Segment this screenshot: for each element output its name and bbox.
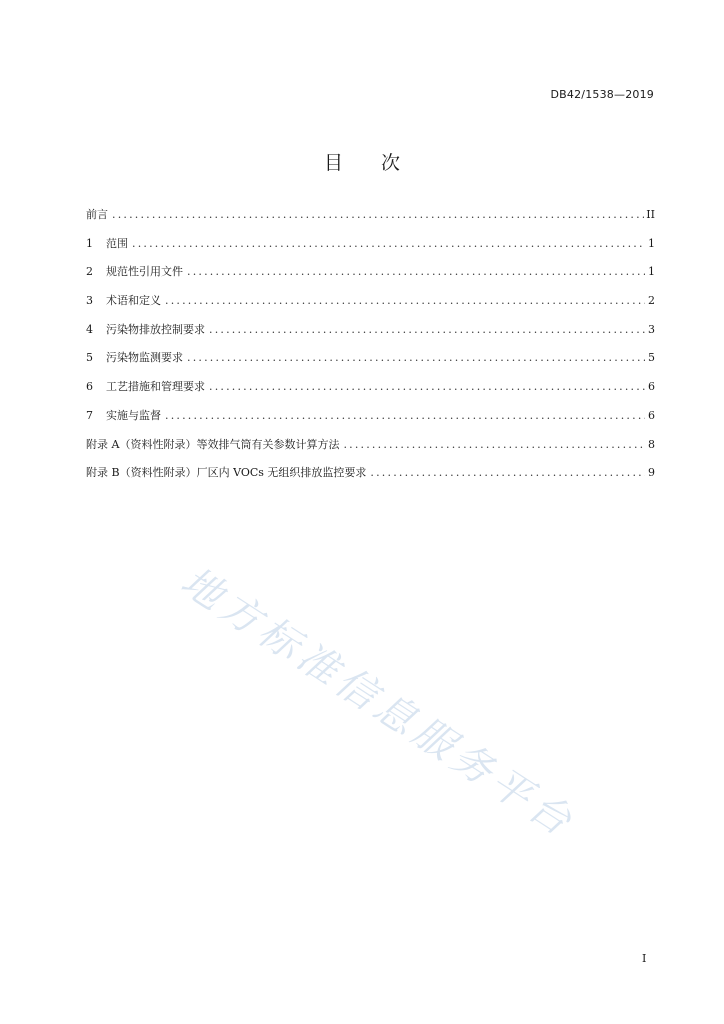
- toc-entry-label: 污染物监测要求: [106, 351, 183, 365]
- toc-entry-page: 8: [648, 437, 655, 451]
- toc-leader-dots: [112, 208, 644, 221]
- toc-entry-number: 6: [86, 380, 93, 394]
- toc-entry-number: 4: [86, 322, 93, 336]
- toc-entry-number: 3: [86, 294, 93, 308]
- toc-entry-label: 污染物排放控制要求: [106, 322, 205, 336]
- toc-leader-dots: [165, 294, 645, 307]
- toc-entry-label: 范围: [106, 236, 128, 250]
- toc-entry-label: 实施与监督: [106, 408, 161, 422]
- toc-entry-label: 规范性引用文件: [106, 265, 183, 279]
- toc-entry-implementation[interactable]: [86, 407, 655, 436]
- toc-entry-foreword[interactable]: [86, 206, 655, 235]
- toc-entry-scope[interactable]: [86, 235, 655, 264]
- toc-entry-label: 工艺措施和管理要求: [106, 380, 205, 394]
- toc-leader-dots: [132, 237, 645, 250]
- toc-entry-page: 5: [648, 351, 655, 365]
- toc-entry-page: 9: [648, 466, 655, 480]
- toc-entry-page: 1: [648, 265, 655, 279]
- toc-entry-number: 5: [86, 351, 93, 365]
- toc-entry-appendix-a[interactable]: [86, 436, 655, 465]
- toc-entry-appendix-b[interactable]: [86, 464, 655, 493]
- toc-entry-label: 前言: [86, 208, 108, 221]
- table-of-contents: [86, 206, 655, 493]
- toc-entry-number: 7: [86, 408, 93, 422]
- toc-leader-dots: [187, 351, 645, 364]
- toc-entry-page: 3: [648, 322, 655, 336]
- toc-entry-process-management[interactable]: [86, 378, 655, 407]
- toc-leader-dots: [370, 466, 645, 479]
- page-number: I: [642, 952, 647, 965]
- toc-entry-page: 1: [648, 236, 655, 250]
- watermark-text: 地方标准信息服务平台: [172, 558, 584, 848]
- toc-entry-page: 6: [648, 380, 655, 394]
- toc-entry-normative-references[interactable]: [86, 263, 655, 292]
- toc-entry-page: 6: [648, 408, 655, 422]
- toc-leader-dots: [343, 438, 645, 451]
- toc-leader-dots: [209, 380, 645, 393]
- toc-leader-dots: [165, 409, 645, 422]
- toc-leader-dots: [209, 323, 645, 336]
- document-code: DB42/1538—2019: [550, 88, 654, 101]
- toc-title: 目 次: [323, 152, 417, 174]
- toc-entry-terms-definitions[interactable]: [86, 292, 655, 321]
- toc-entry-page: 2: [648, 294, 655, 308]
- toc-entry-label: 附录 A（资料性附录）等效排气筒有关参数计算方法: [86, 437, 340, 451]
- toc-leader-dots: [187, 265, 645, 278]
- toc-entry-number: 2: [86, 265, 93, 279]
- toc-entry-emission-control[interactable]: [86, 321, 655, 350]
- toc-entry-label: 附录 B（资料性附录）厂区内 VOCs 无组织排放监控要求: [86, 466, 367, 480]
- toc-entry-label: 术语和定义: [106, 294, 161, 308]
- toc-entry-number: 1: [86, 236, 93, 250]
- toc-entry-page: II: [646, 208, 655, 221]
- toc-entry-monitoring[interactable]: [86, 349, 655, 378]
